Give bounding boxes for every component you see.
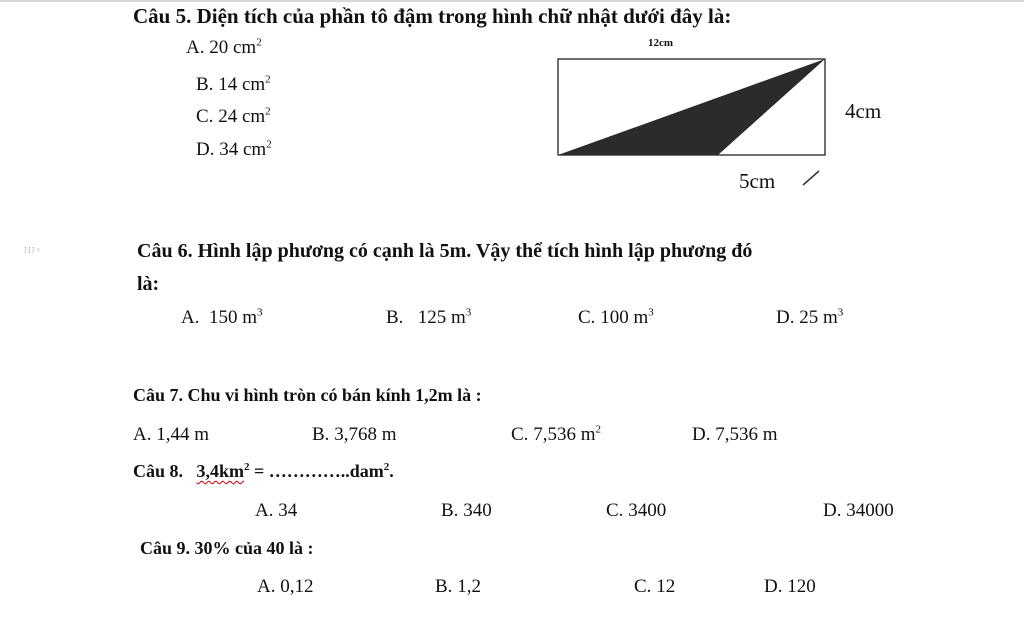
q5-option-a-letter: A. (186, 37, 205, 58)
q9-option-d-value: 120 (787, 576, 816, 597)
q8-option-d[interactable] (823, 500, 894, 522)
q9-option-b-letter: B. (435, 576, 453, 597)
margin-scribble-icon: ⁝⁞⁝◦ (24, 246, 42, 256)
q5-option-c[interactable] (196, 106, 271, 128)
q8-option-a[interactable] (255, 500, 297, 522)
q8-end: . (389, 461, 394, 481)
q7-option-c-letter: C. (511, 424, 529, 445)
q5-option-c-value: 24 cm (218, 106, 266, 127)
q9-option-a-value: 0,12 (280, 576, 314, 597)
q5-option-b-sup: 2 (265, 73, 271, 86)
q6-option-a-letter: A. (181, 307, 200, 328)
q6-option-d[interactable] (776, 307, 843, 329)
q6-option-c-sup: 3 (648, 306, 654, 319)
q7-option-a-letter: A. (133, 424, 152, 445)
q5-option-d-sup: 2 (266, 138, 272, 151)
q5-option-b-letter: B. (196, 74, 214, 95)
q7-option-c-sup: 2 (595, 423, 601, 436)
figure-right-label: 4cm (845, 99, 882, 123)
q6-option-b-value: 125 m (417, 307, 466, 328)
q8-option-c[interactable] (606, 500, 666, 522)
q7-option-b[interactable] (312, 424, 396, 446)
q8-option-c-letter: C. (606, 500, 624, 521)
q9-option-c[interactable] (634, 576, 675, 598)
q6-option-b-sup: 3 (465, 306, 472, 319)
q8-option-d-value: 34000 (846, 500, 894, 521)
q7-option-a-value: 1,44 m (156, 424, 210, 445)
q9-option-a-letter: A. (257, 576, 276, 597)
q6-option-c[interactable] (578, 307, 654, 329)
q7-option-d-value: 7,536 m (715, 424, 778, 445)
q8-option-a-value: 34 (278, 500, 298, 521)
q8-value-sup: 2 (244, 461, 250, 473)
q8-option-b[interactable] (441, 500, 492, 522)
q5-option-b[interactable] (196, 74, 271, 96)
q7-option-a[interactable] (133, 424, 209, 446)
q9-option-c-value: 12 (656, 576, 676, 597)
q6-option-c-value: 100 m (600, 307, 649, 328)
q5-option-d-value: 34 cm (219, 139, 267, 160)
q8-value: 3,4km (196, 461, 245, 481)
q6-option-d-sup: 3 (837, 306, 844, 319)
q6-option-b[interactable] (386, 307, 471, 329)
q8-option-b-letter: B. (441, 500, 459, 521)
q6-option-c-letter: C. (578, 307, 596, 328)
q6-option-b-letter: B. (386, 307, 404, 328)
q9-option-a[interactable] (257, 576, 313, 598)
q7-option-c[interactable] (511, 424, 601, 446)
question-7-title: Câu 7. Chu vi hình tròn có bán kính 1,2m là : (133, 385, 482, 405)
question-6-title: Câu 6. Hình lập phương có cạnh là 5m. Vậy thể tích hình lập phương đó (137, 240, 753, 262)
q7-option-b-letter: B. (312, 424, 330, 445)
question-5-title: Câu 5. Diện tích của phần tô đậm trong hình chữ nhật dưới đây là: (133, 4, 732, 28)
question-6-title-cont: là: (137, 273, 160, 295)
q6-option-a[interactable] (181, 307, 263, 329)
question-8-title (133, 461, 394, 482)
question-9-title: Câu 9. 30% của 40 là : (140, 538, 314, 558)
figure-top-label: 12cm (648, 37, 674, 49)
q6-option-d-value: 25 m (799, 307, 838, 328)
q5-option-b-value: 14 cm (218, 74, 266, 95)
q9-option-b-value: 1,2 (457, 576, 481, 597)
q6-option-a-value: 150 m (208, 307, 258, 328)
figure-bottom-label: 5cm (739, 169, 776, 193)
q9-option-b[interactable] (435, 576, 481, 598)
q6-option-d-letter: D. (776, 307, 795, 328)
q5-option-c-letter: C. (196, 106, 214, 127)
q8-option-c-value: 3400 (628, 500, 667, 521)
q5-option-a[interactable] (186, 37, 262, 59)
q8-option-b-value: 340 (463, 500, 492, 521)
q8-end-sup: 2 (383, 461, 390, 473)
q8-option-a-letter: A. (255, 500, 274, 521)
q7-option-d[interactable] (692, 424, 778, 446)
rectangle-figure (550, 55, 840, 165)
q7-option-d-letter: D. (692, 424, 711, 445)
q9-option-d[interactable] (764, 576, 816, 598)
q8-label: Câu 8. (133, 461, 184, 481)
q6-option-a-sup: 3 (257, 306, 263, 319)
q5-option-a-value: 20 cm (209, 37, 257, 58)
top-edge-line (0, 0, 1024, 2)
q7-option-c-value: 7,536 m (533, 424, 596, 445)
q9-option-d-letter: D. (764, 576, 783, 597)
q5-option-a-sup: 2 (256, 36, 262, 49)
q5-option-c-sup: 2 (265, 105, 271, 118)
q9-option-c-letter: C. (634, 576, 652, 597)
pen-tick-mark (800, 169, 822, 187)
q8-blank: = …………..dam (249, 461, 384, 481)
q5-option-d-letter: D. (196, 139, 215, 160)
q8-option-d-letter: D. (823, 500, 842, 521)
q7-option-b-value: 3,768 m (334, 424, 397, 445)
q5-option-d[interactable] (196, 139, 272, 161)
